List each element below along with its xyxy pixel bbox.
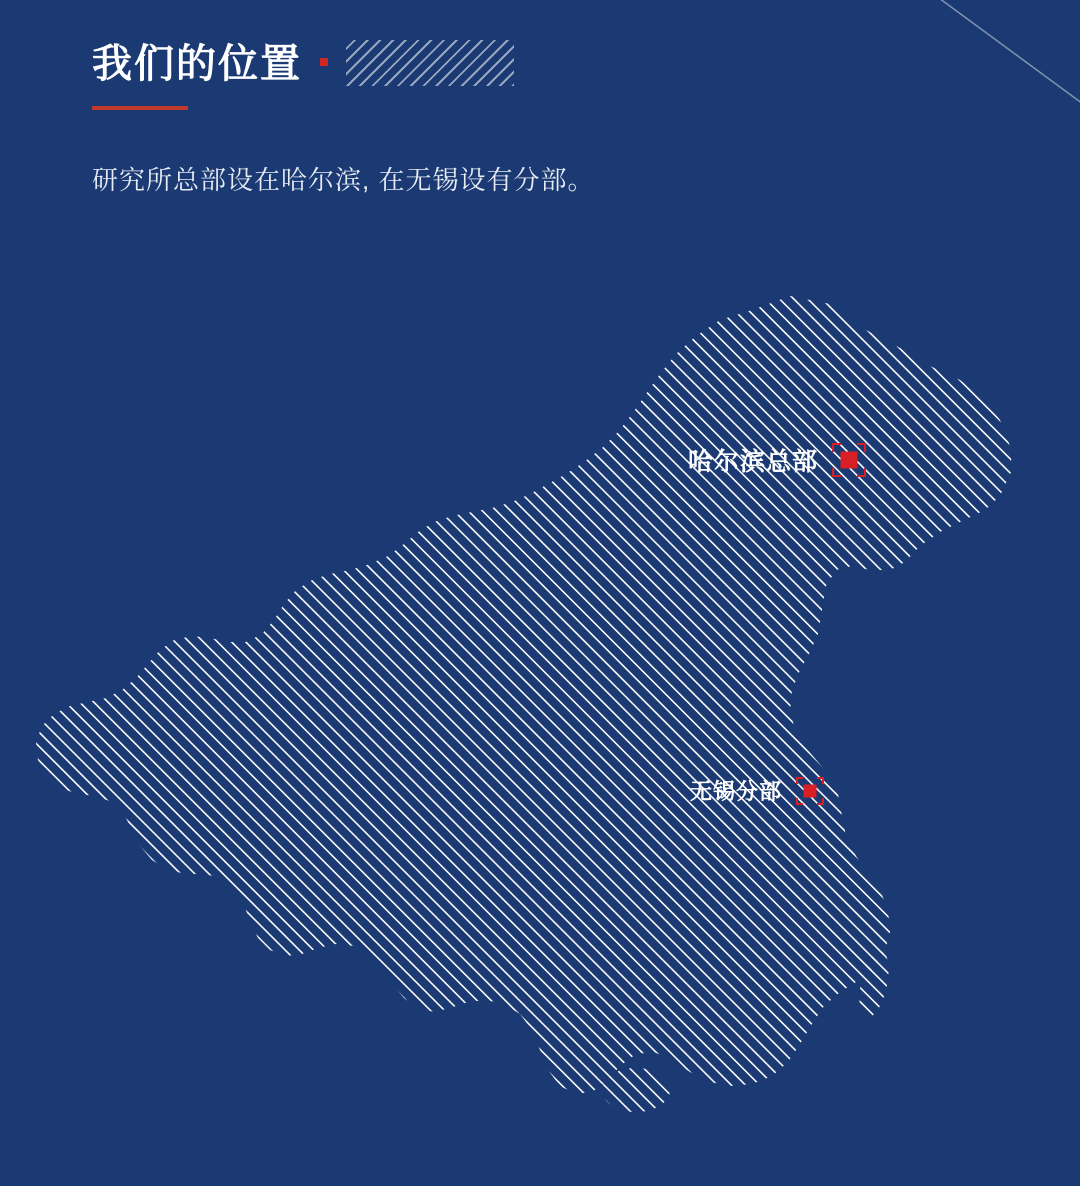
page-subtitle: 研究所总部设在哈尔滨, 在无锡设有分部。 <box>92 165 595 195</box>
map-marker-harbin-hq[interactable] <box>688 442 866 478</box>
china-landmass-hatch <box>0 270 1080 1150</box>
china-map-svg <box>0 270 1080 1150</box>
header <box>92 40 992 197</box>
location-pin-icon <box>796 777 824 805</box>
title-row <box>92 40 992 88</box>
china-map <box>0 270 1080 1150</box>
title-accent-dot <box>320 58 328 66</box>
title-underline <box>92 106 188 110</box>
title-hatch-decoration <box>346 40 514 86</box>
marker-label-wuxi: 无锡分部 <box>690 779 783 804</box>
page-title: 我们的位置 <box>92 42 302 86</box>
marker-label-harbin: 哈尔滨总部 <box>688 448 819 476</box>
map-marker-wuxi-branch[interactable] <box>690 775 824 806</box>
location-pin-icon <box>832 443 866 477</box>
